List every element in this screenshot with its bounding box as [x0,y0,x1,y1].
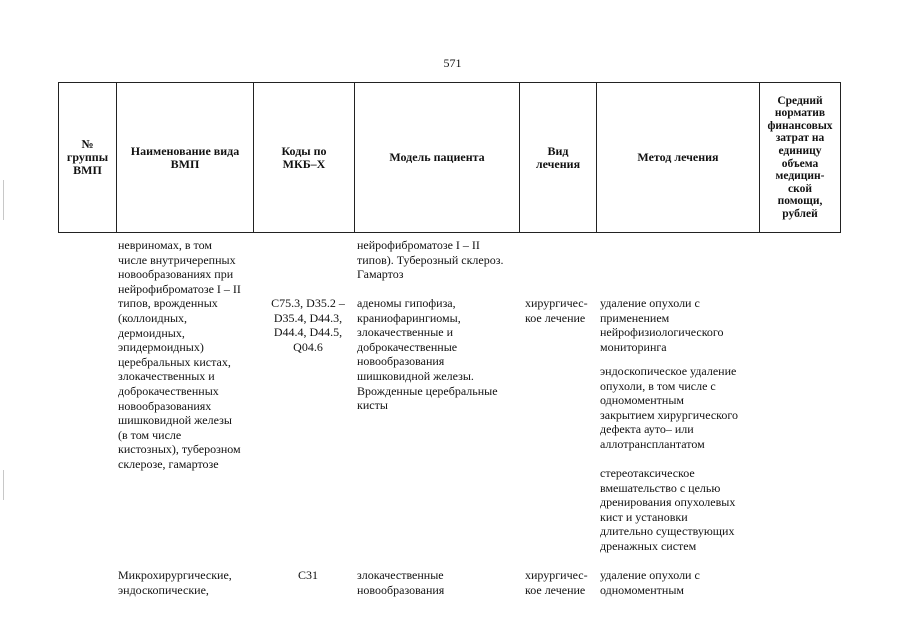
icd-codes-cell-2: C31 [297,568,318,582]
header-patient-model-text: Модель пациента [389,150,485,164]
header-vmp-name-text: Наименование вида ВМП [130,143,240,171]
treatment-method-cell-2: удаление опухоли с одномоментным [600,568,700,597]
patient-model-cell-2: злокачественные новообразования [357,568,445,597]
header-average-cost [760,83,841,233]
header-group-number-text: № группы ВМП [66,137,109,177]
treatment-method-3: стереотаксическое вмешательство с целью дренирования опухолевых кист и установки длительно существующих дренажных систем [600,466,736,553]
header-treatment-method-text: Метод лечения [637,150,719,164]
treatment-method-1: удаление опухоли с применением нейрофизиологического мониторинга [600,296,724,354]
treatment-method-2: эндоскопическое удаление опухоли, в том числе с одномоментным закрытием хирургического дефекта ауто– или аллотрансплантатом [600,364,738,451]
patient-model-cell: аденомы гипофиза, краниофарингиомы, злокачественные и доброкачественные новообразования шишковидной железы. Врожденные церебральные кисты [357,296,498,413]
icd-codes-cell: C75.3, D35.2 – D35.4, D44.3, D44.4, D44.5, Q04.6 [271,296,345,354]
scan-edge-mark [3,180,4,220]
page-number: 571 [443,56,462,70]
patient-model-continued: нейрофиброматозе I – II типов). Туберозный склероз. Гамартоз [357,238,504,282]
header-treatment-type [520,83,597,233]
header-vmp-name [117,83,254,233]
table-header [58,82,841,233]
treatment-type-cell-2: хирургичес- кое лечение [525,568,588,597]
header-icd-codes [254,83,355,233]
header-icd-codes-text: Коды по МКБ–Х [281,143,327,171]
header-average-cost-text: Средний норматив финансовых затрат на единицу объема медицин- ской помощи, рублей [767,94,833,220]
header-treatment-type-text: Вид лечения [535,143,581,171]
vmp-name-continued: невриномах, в том числе внутричерепных новообразованиях при нейрофиброматозе I – II типов, врожденных (коллоидных, дермоидных, эпидермоидных) церебральных кистах, злокачественных и доброкачественных новообразованиях шишковидной железы (в том числе кистозных), туберозном склерозе, гамартозе [118,238,241,471]
vmp-name-cell-2: Микрохирургические, эндоскопические, [118,568,232,597]
header-patient-model [355,83,520,233]
treatment-type-cell: хирургичес- кое лечение [525,296,588,325]
header-group-number [59,83,117,233]
scan-edge-mark [3,470,4,500]
header-treatment-method [597,83,760,233]
